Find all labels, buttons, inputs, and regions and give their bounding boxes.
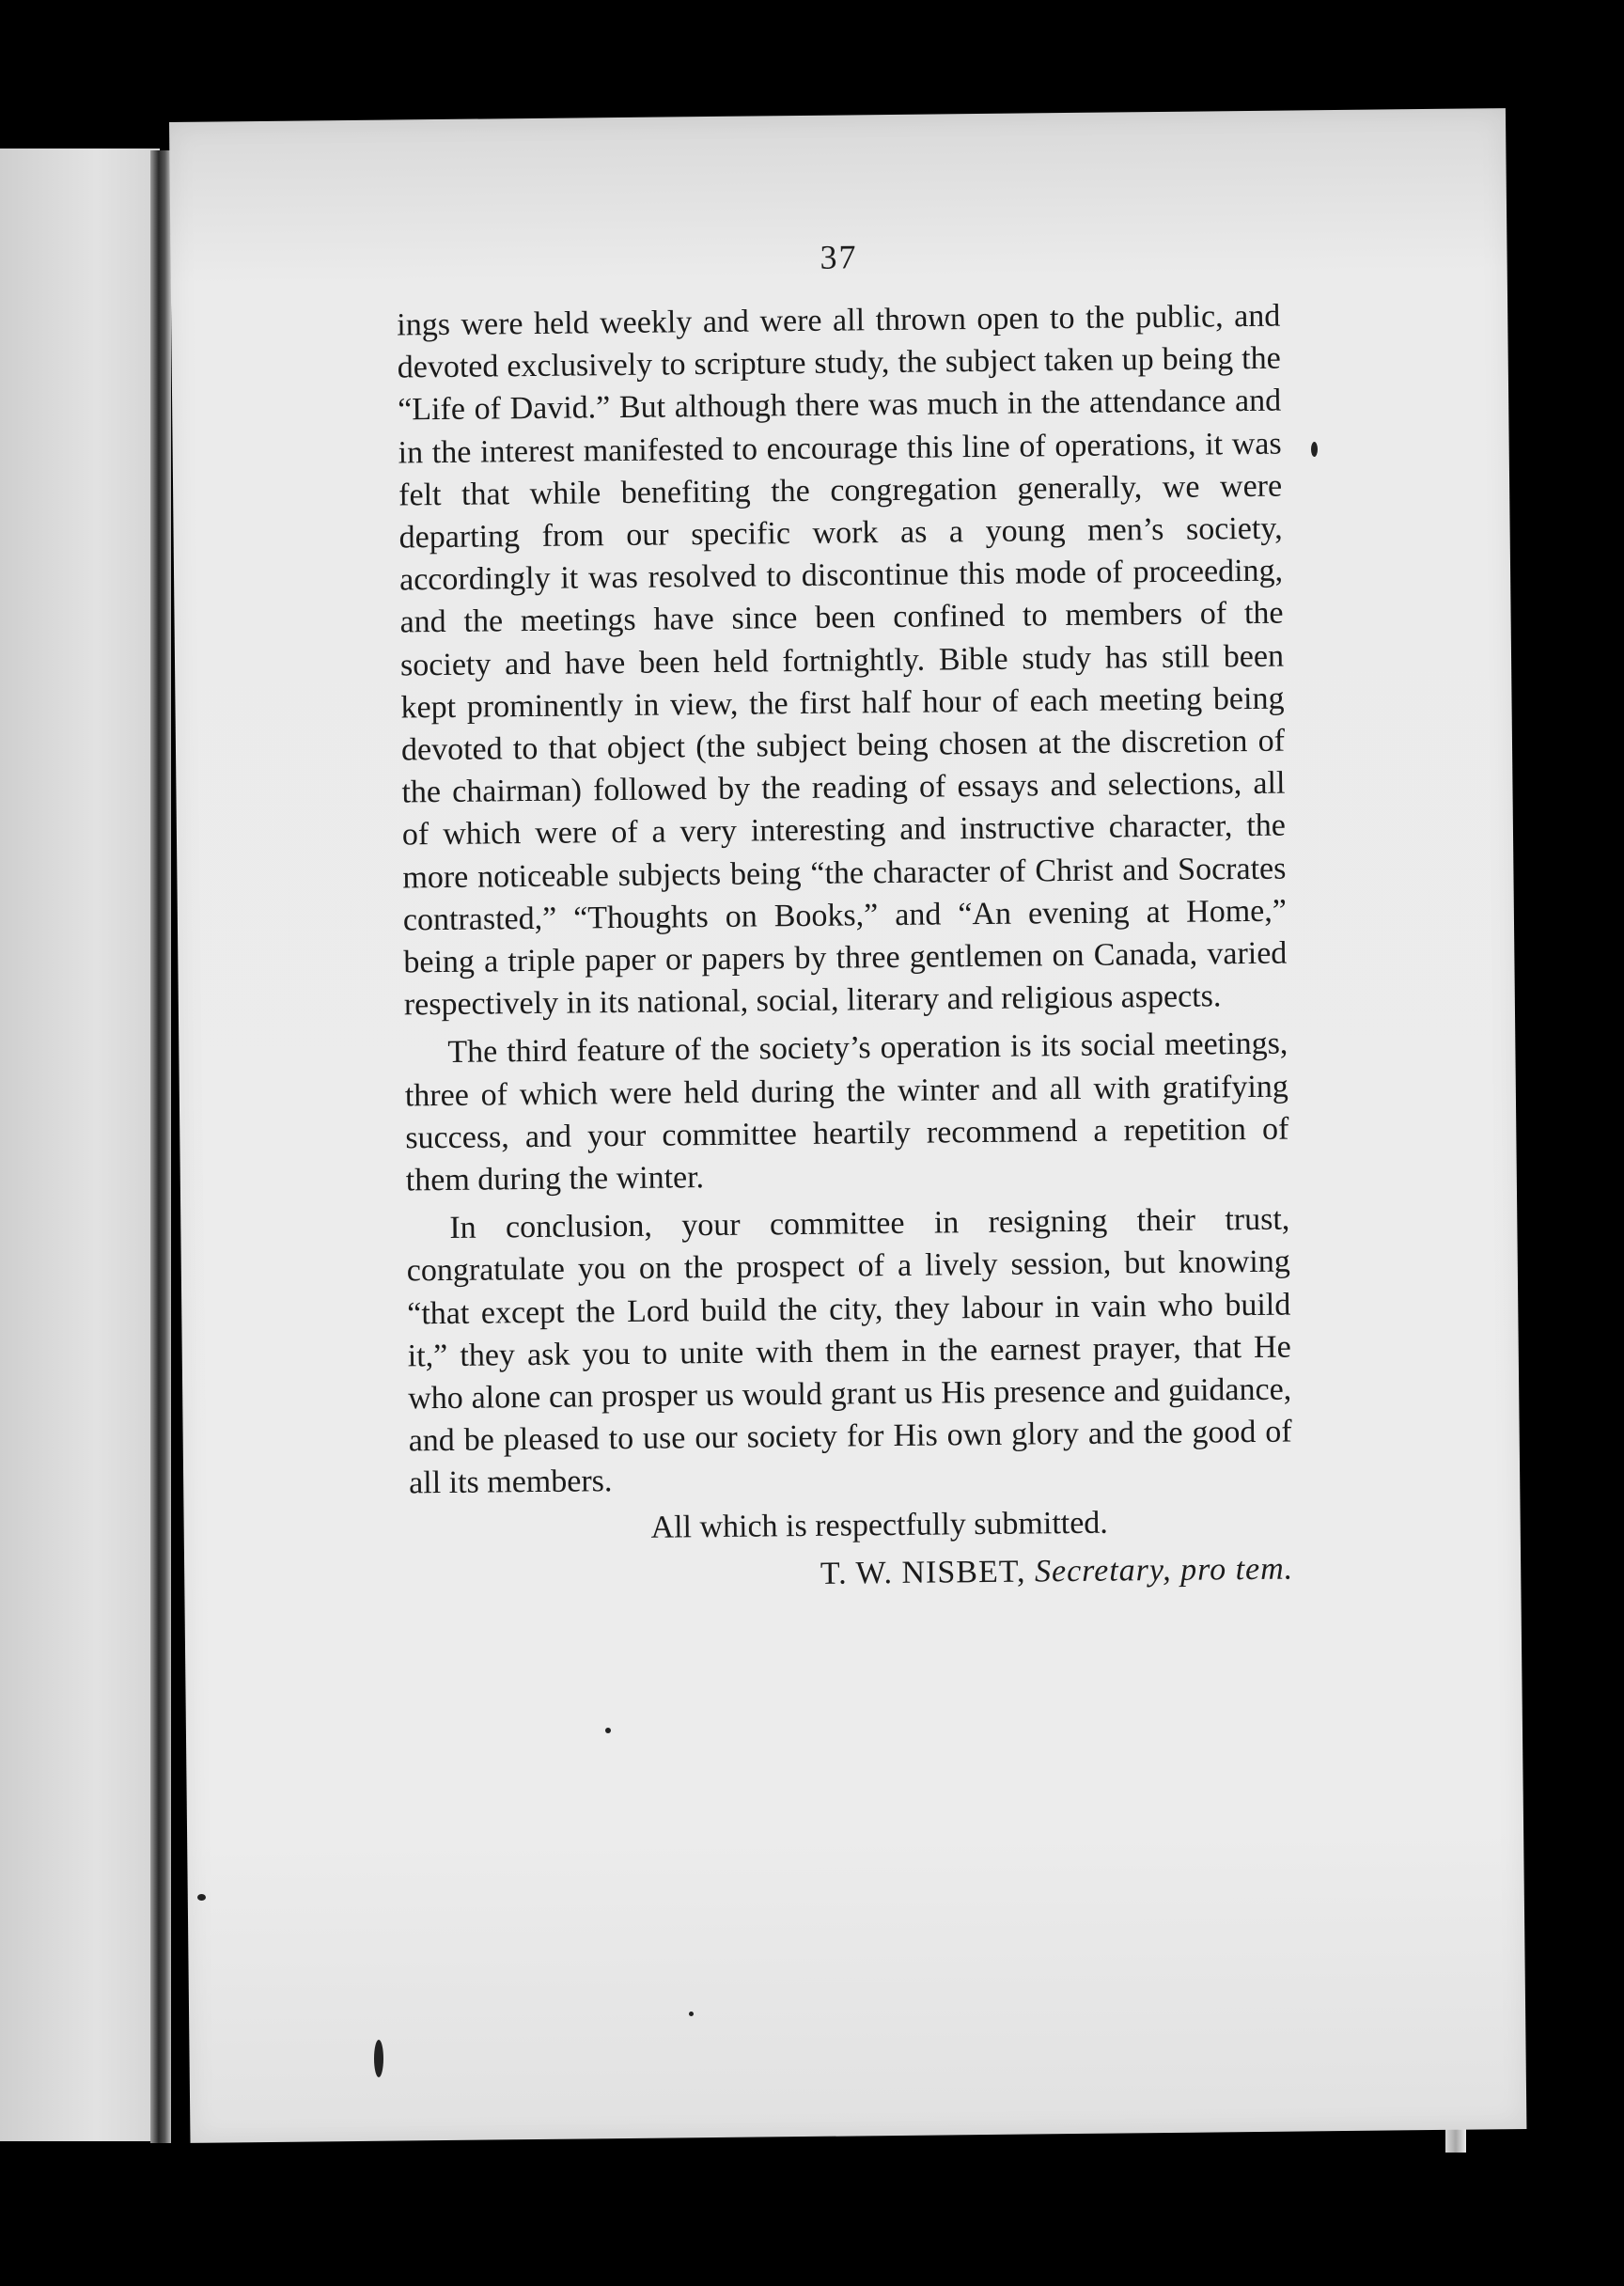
paragraph-conclusion: In conclusion, your committee in resigning their trust, congratulate you on the prospect of a lively session, but knowing “that except the Lord build the city, they labour in vain who build it,” they ask you to unite with them in the earnest prayer, that He who alone can prosper us would grant us His presence and guidance, and be pleased to use our society for His own glory and the good of all its members. (406, 1201, 1292, 1501)
binding-gutter (150, 150, 171, 2143)
signature-name: T. W. NISBET, (820, 1554, 1026, 1591)
paragraph-meetings: ings were held weekly and were all thrown open to the public, and devoted exclusively to scripture study, the subject taken up being the “Life of David.” But although there was much in the attendance and in the interest manifested to encourage this line of operations, it was felt that while benefiting the congregation generally, we were departing from our specific work as a young men’s society, accordingly it was resolved to discontinue this mode of proceeding, and the meetings have since been confined to members of the society and have been held fortnightly. Bible study has still been kept prominently in view, the first half hour of each meeting being devoted to that object (the subject being chosen at the discretion of the chairman) followed by the reading of essays and selections, all of which were of a very interesting and instructive character, the more noticeable subjects being “the character of Christ and Socrates contrasted,” “Thoughts on Books,” and “An evening at Home,” being a triple paper or papers by three gentlemen on Canada, varied respectively in its national, social, literary and religious aspects. (397, 298, 1288, 1023)
ink-speck (197, 1894, 206, 1901)
ink-speck (1311, 442, 1318, 457)
signature-role: Secretary, pro tem. (1034, 1551, 1294, 1589)
body-text (397, 295, 1293, 1600)
left-page-edge (0, 149, 160, 2141)
ink-speck (605, 1728, 611, 1733)
ink-speck (374, 2040, 383, 2077)
book-page (169, 108, 1526, 2143)
page-number: 37 (820, 238, 858, 276)
signature (410, 1547, 1293, 1599)
closing-line: All which is respectfully submitted. (650, 1505, 1109, 1545)
paragraph-social-meetings: The third feature of the society’s operation is its social meetings, three of which were held during the winter and all with gratifying success, and your committee heartily recommend a repetition of them during the winter. (404, 1026, 1289, 1198)
ink-speck (689, 2012, 694, 2016)
